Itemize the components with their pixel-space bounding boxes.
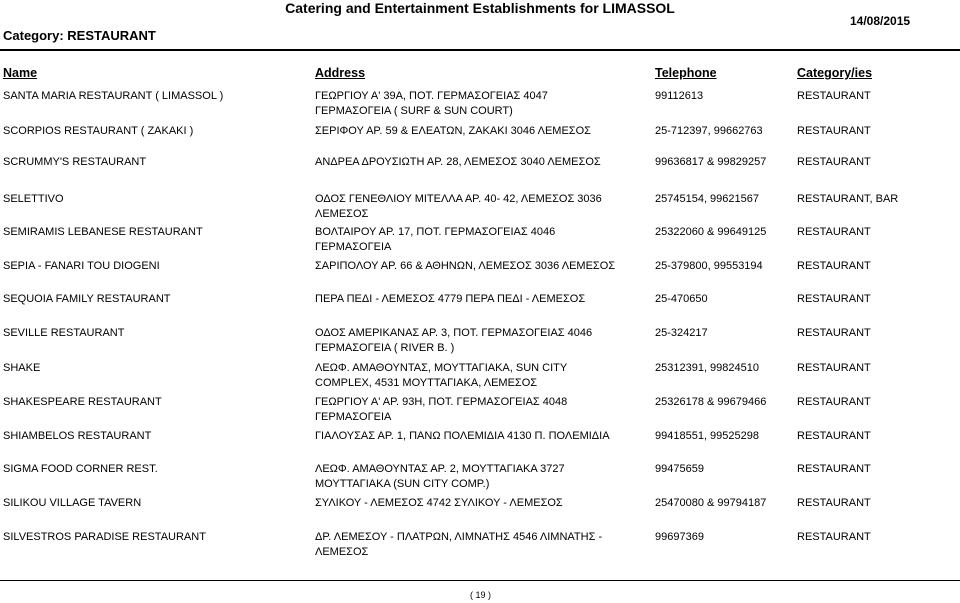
row-category: RESTAURANT xyxy=(797,430,871,442)
footer-divider xyxy=(0,580,960,581)
row-address: ΔΡ. ΛΕΜΕΣΟΥ - ΠΛΑΤΡΩΝ, ΛΙΜΝΑΤΗΣ 4546 ΛΙΜΝΑΤΗΣ - ΛΕΜΕΣΟΣ xyxy=(315,531,603,558)
row-category: RESTAURANT xyxy=(797,226,871,238)
row-name: SHAKE xyxy=(3,362,41,374)
row-address: ΣΑΡΙΠΟΛΟΥ ΑΡ. 66 & ΑΘΗΝΩΝ, ΛΕΜΕΣΟΣ 3036 ΛΕΜΕΣΟΣ xyxy=(315,260,616,272)
row-telephone: 25745154, 99621567 xyxy=(655,193,759,205)
row-telephone: 25312391, 99824510 xyxy=(655,362,759,374)
row-name: SEVILLE RESTAURANT xyxy=(3,327,125,339)
row-telephone: 99418551, 99525298 xyxy=(655,430,759,442)
row-name: SEMIRAMIS LEBANESE RESTAURANT xyxy=(3,226,203,238)
row-category: RESTAURANT xyxy=(797,497,871,509)
row-telephone: 25326178 & 99679466 xyxy=(655,396,767,408)
row-address: ΓΕΩΡΓΙΟΥ Α' ΑΡ. 93Η, ΠΟΤ. ΓΕΡΜΑΣΟΓΕΙΑΣ 4048 ΓΕΡΜΑΣΟΓΕΙΑ xyxy=(315,396,568,423)
row-telephone: 25322060 & 99649125 xyxy=(655,226,767,238)
row-address: ΣΥΛΙΚΟΥ - ΛΕΜΕΣΟΣ 4742 ΣΥΛΙΚΟΥ - ΛΕΜΕΣΟΣ xyxy=(315,497,563,509)
row-telephone: 25-324217 xyxy=(655,327,708,339)
report-date: 14/08/2015 xyxy=(850,14,911,28)
row-category: RESTAURANT xyxy=(797,293,871,305)
row-category: RESTAURANT xyxy=(797,156,871,168)
row-telephone: 25-379800, 99553194 xyxy=(655,260,763,272)
row-category: RESTAURANT xyxy=(797,362,871,374)
column-header-category: Category/ies xyxy=(797,66,873,80)
row-name: SHAKESPEARE RESTAURANT xyxy=(3,396,162,408)
row-category: RESTAURANT xyxy=(797,90,871,102)
row-name: SILVESTROS PARADISE RESTAURANT xyxy=(3,531,206,543)
row-name: SCRUMMY'S RESTAURANT xyxy=(3,156,147,168)
row-telephone: 99112613 xyxy=(655,90,704,102)
row-telephone: 99697369 xyxy=(655,531,704,543)
row-address: ΓΕΩΡΓΙΟΥ Α' 39Α, ΠΟΤ. ΓΕΡΜΑΣΟΓΕΙΑΣ 4047 ΓΕΡΜΑΣΟΓΕΙΑ ( SURF & SUN COURT) xyxy=(315,90,548,117)
row-address: ΛΕΩΦ. ΑΜΑΘΟΥΝΤΑΣ, ΜΟΥΤΤΑΓΙΑΚΑ, SUN CITY COMPLEX, 4531 ΜΟΥΤΤΑΓΙΑΚΑ, ΛΕΜΕΣΟΣ xyxy=(315,362,568,389)
row-address: ΑΝΔΡΕΑ ΔΡΟΥΣΙΩΤΗ ΑΡ. 28, ΛΕΜΕΣΟΣ 3040 ΛΕΜΕΣΟΣ xyxy=(315,156,601,168)
row-category: RESTAURANT xyxy=(797,396,871,408)
row-name: SELETTIVO xyxy=(3,193,64,205)
row-address: ΛΕΩΦ. ΑΜΑΘΟΥΝΤΑΣ ΑΡ. 2, ΜΟΥΤΤΑΓΙΑΚΑ 3727 ΜΟΥΤΤΑΓΙΑΚΑ (SUN CITY COMP.) xyxy=(315,463,565,490)
row-category: RESTAURANT xyxy=(797,125,871,137)
row-name: SIGMA FOOD CORNER REST. xyxy=(3,463,158,475)
row-telephone: 25-470650 xyxy=(655,293,708,305)
row-telephone: 99475659 xyxy=(655,463,704,475)
report-title: Catering and Entertainment Establishments for LIMASSOL xyxy=(285,0,675,16)
row-address: ΓΙΑΛΟΥΣΑΣ ΑΡ. 1, ΠΑΝΩ ΠΟΛΕΜΙΔΙΑ 4130 Π. ΠΟΛΕΜΙΔΙΑ xyxy=(315,430,610,442)
row-address: ΠΕΡΑ ΠΕΔΙ - ΛΕΜΕΣΟΣ 4779 ΠΕΡΑ ΠΕΔΙ - ΛΕΜΕΣΟΣ xyxy=(315,293,586,305)
category-heading: Category: RESTAURANT xyxy=(3,28,156,43)
row-address: ΟΔΟΣ ΓΕΝΕΘΛΙΟΥ ΜΙΤΕΛΛΑ ΑΡ. 40- 42, ΛΕΜΕΣΟΣ 3036 ΛΕΜΕΣΟΣ xyxy=(315,193,602,220)
row-category: RESTAURANT xyxy=(797,531,871,543)
row-name: SHIAMBELOS RESTAURANT xyxy=(3,430,152,442)
row-name: SEQUOIA FAMILY RESTAURANT xyxy=(3,293,171,305)
row-category: RESTAURANT, BAR xyxy=(797,193,899,205)
row-address: ΟΔΟΣ ΑΜΕΡΙΚΑΝΑΣ ΑΡ. 3, ΠΟΤ. ΓΕΡΜΑΣΟΓΕΙΑΣ 4046 ΓΕΡΜΑΣΟΓΕΙΑ ( RIVER B. ) xyxy=(315,327,593,354)
row-name: SANTA MARIA RESTAURANT ( LIMASSOL ) xyxy=(3,90,224,102)
row-telephone: 25470080 & 99794187 xyxy=(655,497,767,509)
row-category: RESTAURANT xyxy=(797,260,871,272)
row-name: SCORPIOS RESTAURANT ( ZAKAKI ) xyxy=(3,125,194,137)
row-address: ΒΟΛΤΑΙΡΟΥ ΑΡ. 17, ΠΟΤ. ΓΕΡΜΑΣΟΓΕΙΑΣ 4046 ΓΕΡΜΑΣΟΓΕΙΑ xyxy=(315,226,556,253)
row-category: RESTAURANT xyxy=(797,463,871,475)
column-header-address: Address xyxy=(315,66,366,80)
row-name: SILIKOU VILLAGE TAVERN xyxy=(3,497,142,509)
row-category: RESTAURANT xyxy=(797,327,871,339)
row-address: ΣΕΡΙΦΟΥ ΑΡ. 59 & ΕΛΕΑΤΩΝ, ΖΑΚΑΚΙ 3046 ΛΕΜΕΣΟΣ xyxy=(315,125,591,137)
column-header-name: Name xyxy=(3,66,38,80)
row-telephone: 99636817 & 99829257 xyxy=(655,156,767,168)
page-number: ( 19 ) xyxy=(470,590,492,600)
column-header-telephone: Telephone xyxy=(655,66,717,80)
header-divider xyxy=(0,49,960,51)
row-telephone: 25-712397, 99662763 xyxy=(655,125,763,137)
row-name: SEPIA - FANARI TOU DIOGENI xyxy=(3,260,160,272)
